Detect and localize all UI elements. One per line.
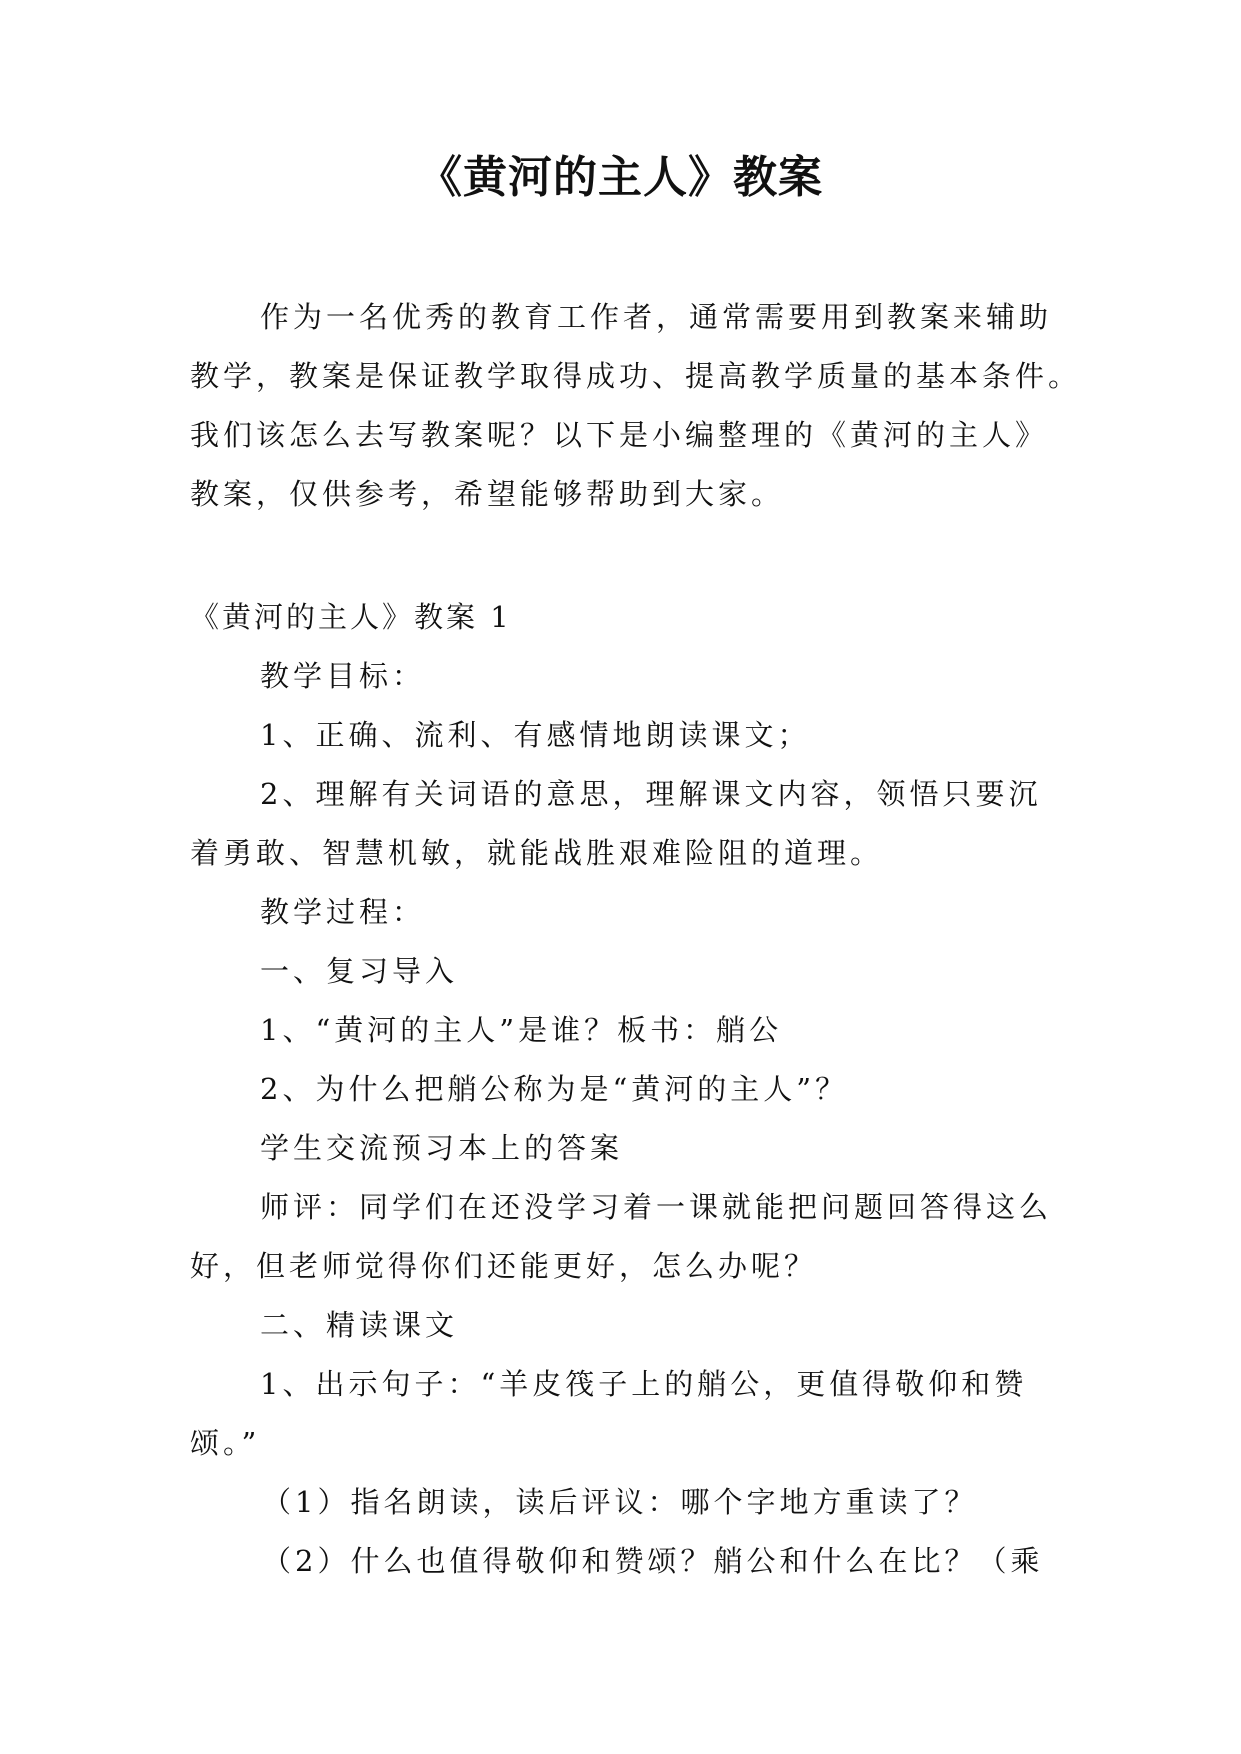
question-item: 1、“黄河的主人”是谁？板书：艄公: [260, 1013, 783, 1047]
show-sentence: [190, 1355, 1050, 1473]
goal-item: [190, 765, 1050, 883]
intro-line: 教学，教案是保证教学取得成功、提高教学质量的基本条件。: [190, 359, 1082, 393]
show-sentence-line: 1、出示句子：“羊皮筏子上的艄公，更值得敬仰和赞: [260, 1367, 1028, 1401]
goal-line: 2、理解有关词语的意思，理解课文内容，领悟只要沉: [260, 777, 1042, 811]
teacher-comment: [190, 1178, 1053, 1296]
show-sentence-line: 颂。”: [190, 1426, 261, 1460]
activity-line: 学生交流预习本上的答案: [260, 1131, 624, 1165]
section-heading: 《黄河的主人》教案 1: [190, 600, 512, 634]
goal-item: 1、正确、流利、有感情地朗读课文；: [260, 718, 811, 752]
step-heading: 二、精读课文: [260, 1308, 459, 1342]
goals-label: 教学目标：: [260, 659, 426, 693]
sub-question: （1）指名朗读，读后评议：哪个字地方重读了？: [262, 1485, 978, 1519]
teacher-comment-line: 师评：同学们在还没学习着一课就能把问题回答得这么: [260, 1190, 1053, 1224]
intro-line: 作为一名优秀的教育工作者，通常需要用到教案来辅助: [260, 300, 1053, 334]
document-body: [190, 288, 1082, 1591]
intro-paragraph: [190, 288, 1082, 524]
process-label: 教学过程：: [260, 895, 426, 929]
step-heading: 一、复习导入: [260, 954, 459, 988]
intro-line: 教案，仅供参考，希望能够帮助到大家。: [190, 477, 785, 511]
question-item: 2、为什么把艄公称为是“黄河的主人”？: [260, 1072, 849, 1106]
intro-line: 我们该怎么去写教案呢？以下是小编整理的《黄河的主人》: [190, 418, 1049, 452]
teacher-comment-line: 好，但老师觉得你们还能更好，怎么办呢？: [190, 1249, 818, 1283]
sub-question: （2）什么也值得敬仰和赞颂？艄公和什么在比？（乘: [262, 1544, 1044, 1578]
document-title: 《黄河的主人》教案: [418, 152, 823, 203]
goal-line: 着勇敢、智慧机敏，就能战胜艰难险阻的道理。: [190, 836, 884, 870]
